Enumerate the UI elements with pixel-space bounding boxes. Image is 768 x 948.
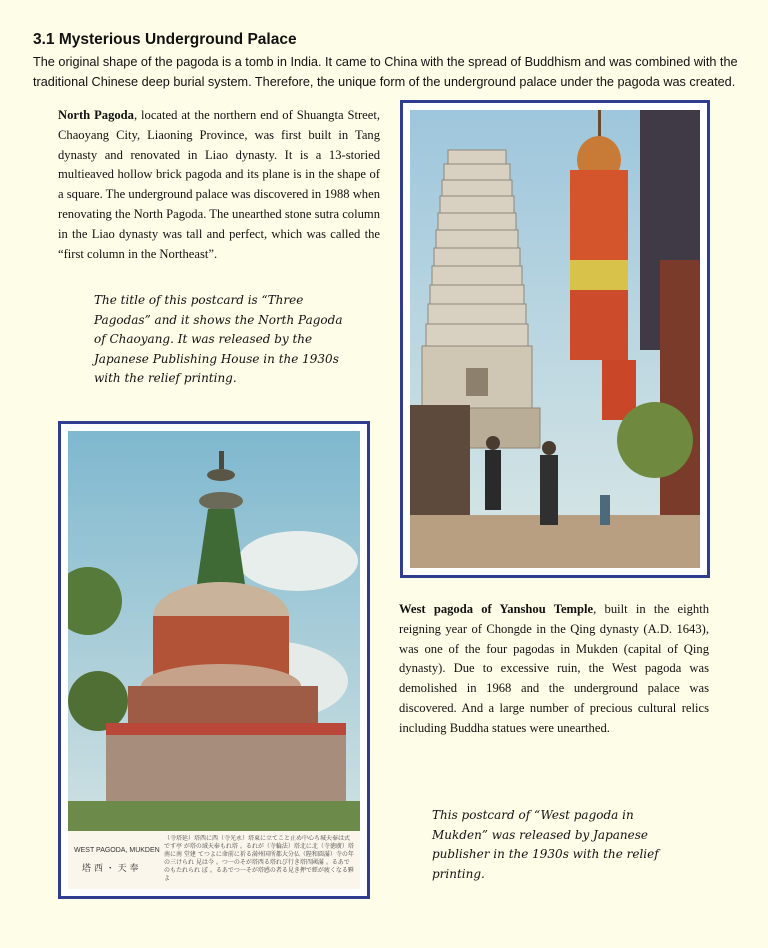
postcard-caption-strip	[68, 831, 360, 889]
west-pagoda-text: , built in the eighth reigning year of Chongde in the Qing dynasty (A.D. 1643), was one of the four pagodas in Mukden (capital of Qing dynasty). Due to excessive ruin, the West pagoda was demolished in 1968 and the underground palace was discovered. And a large number of precious cultural relics including Buddha statues were unearthed.	[399, 602, 710, 735]
postcard-title-zh: 塔 西 ・ 天 奉	[82, 864, 139, 874]
west-pagoda-caption: This postcard of “West pagoda in Mukden” was released by Japanese publisher in the 1930s with the relief printing.	[432, 808, 659, 881]
postcard-title-en: WEST PAGODA, MUKDEN	[74, 847, 160, 854]
north-pagoda-paragraph	[58, 106, 380, 264]
north-pagoda-postcard	[400, 100, 710, 578]
north-pagoda-photo	[410, 110, 700, 568]
north-pagoda-name: North Pagoda	[58, 108, 134, 122]
west-pagoda-postcard	[58, 421, 370, 899]
west-pagoda-paragraph	[399, 600, 709, 739]
section-heading: 3.1 Mysterious Underground Palace	[33, 31, 297, 48]
intro-paragraph: The original shape of the pagoda is a tomb in India. It came to China with the spread of Buddhism and was combined with the traditional Chinese deep burial system. Therefore, the unique form of the underground palace under the pagoda was created.	[33, 55, 738, 89]
north-pagoda-text: , located at the northern end of Shuangta Street, Chaoyang City, Liaoning Province, was first built in Tang dynasty and renovated in Liao dynasty. It is a 13-storied multieaved hollow brick pagoda and its plane is in the shape of a square. The underground palace was discovered in 1988 when renovating the North Pagoda. The unearthed stone sutra column in the Liao dynasty was tall and perfect, which was called the “first column in the Northeast”.	[58, 108, 380, 261]
north-pagoda-caption: The title of this postcard is “Three Pagodas” and it shows the North Pagoda of Chaoyang. It was released by the Japanese Publishing House in the 1930s with the relief printing.	[94, 293, 343, 385]
postcard-japanese-text: （寺塔延）塔西に西（寺光永）塔東に立てこと止め中心ち城天奉は式です亭 が塔の域天奉もれ塔 。るれが（寺輪法）塔北に北（寺徳廣）塔南に南 堂建 てつよに命前に祈る満州国所都大分仏（陛和圓滿）寺の年の三けられ 見は今 。つ一のそが塔西る塔れび行き塔四國滿 。るあでのもたれられ ぼ 。るあでつ一そが塔感の者る見き押で經が疲くなる夥よ	[164, 835, 354, 882]
west-pagoda-photo	[68, 431, 360, 831]
west-pagoda-name: West pagoda of Yanshou Temple	[399, 602, 594, 616]
